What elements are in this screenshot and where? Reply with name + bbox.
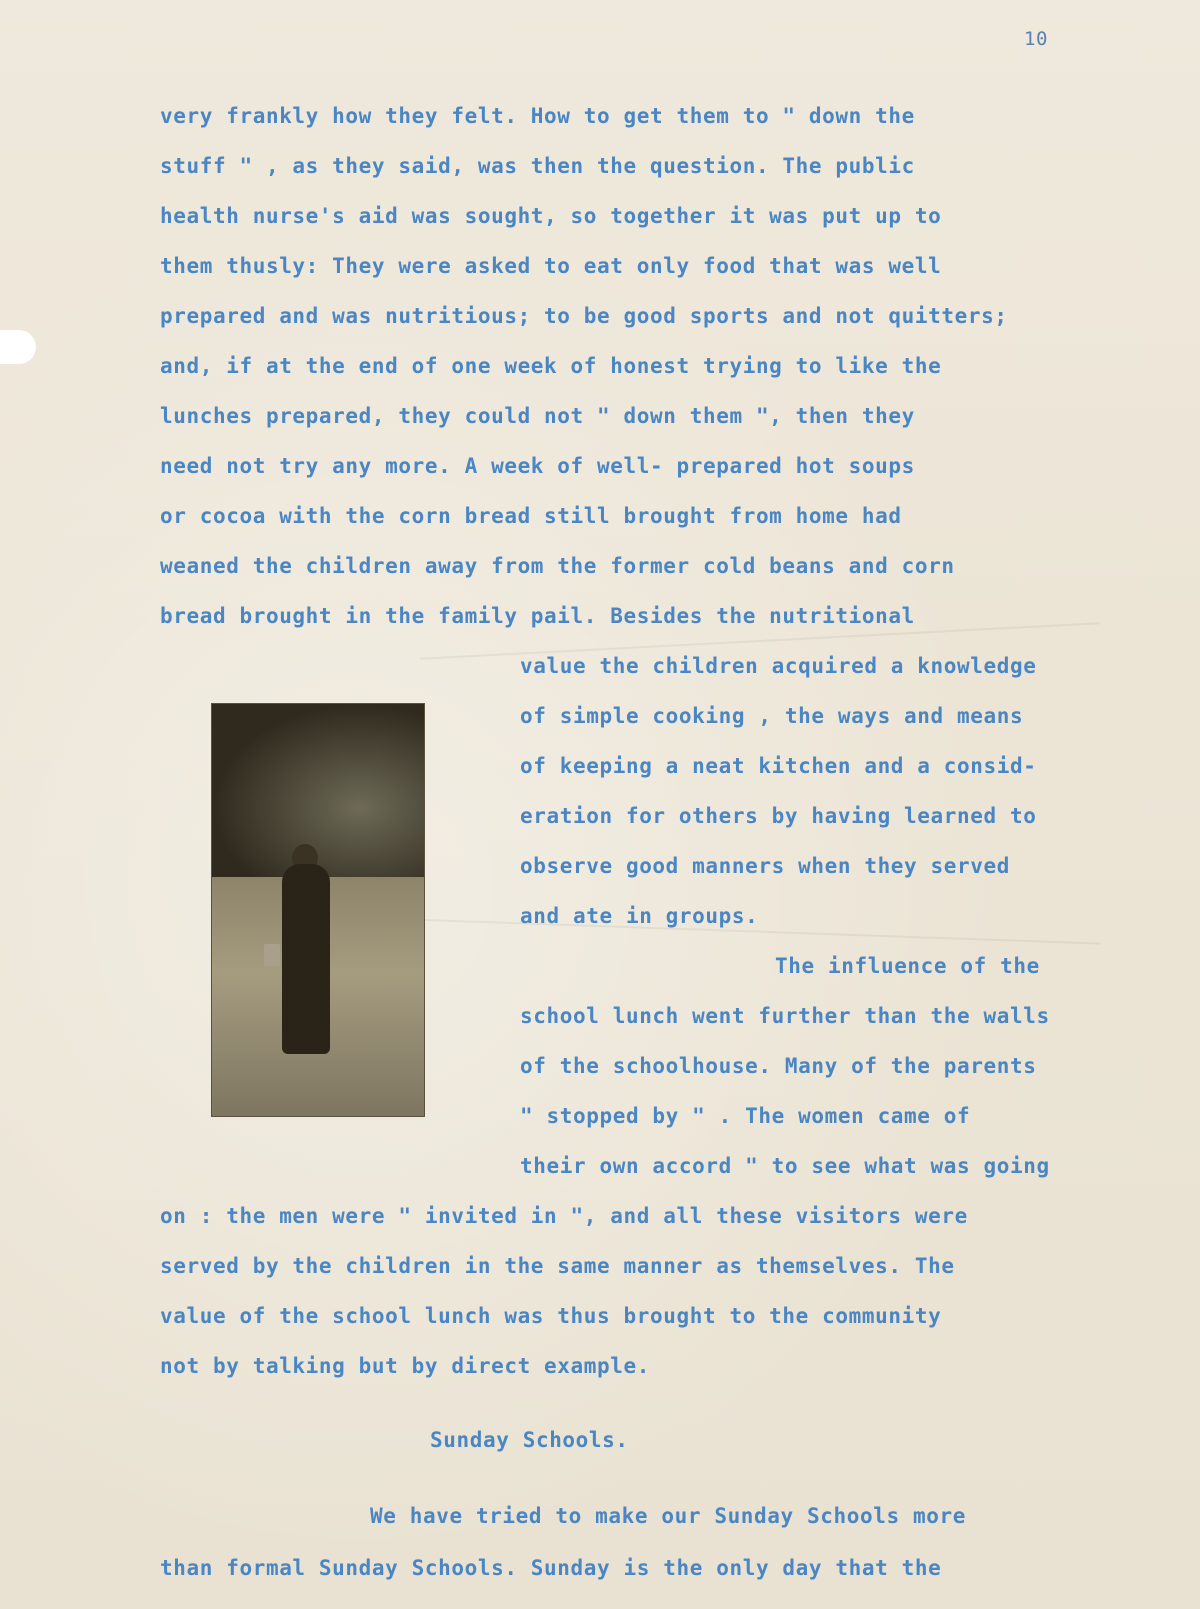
text-line: value the children acquired a knowledge	[520, 654, 1037, 678]
page-number: 10	[1024, 28, 1049, 50]
text-line: weaned the children away from the former cold beans and corn	[160, 554, 955, 578]
text-line: value of the school lunch was thus brought to the community	[160, 1304, 942, 1328]
text-line: lunches prepared, they could not " down them ", then they	[160, 404, 915, 428]
text-line: of the schoolhouse. Many of the parents	[520, 1054, 1037, 1078]
text-line: served by the children in the same manner as themselves. The	[160, 1254, 955, 1278]
text-line: health nurse's aid was sought, so together it was put up to	[160, 204, 942, 228]
lunch-pail	[264, 944, 280, 966]
text-line: need not try any more. A week of well- prepared hot soups	[160, 454, 915, 478]
photo-figure	[282, 864, 330, 1054]
photo-background-trees	[212, 704, 424, 877]
text-line: than formal Sunday Schools. Sunday is the only day that the	[160, 1556, 942, 1580]
text-line: and, if at the end of one week of honest trying to like the	[160, 354, 942, 378]
photograph	[212, 704, 424, 1116]
text-line: not by talking but by direct example.	[160, 1354, 650, 1378]
text-line: and ate in groups.	[520, 904, 759, 928]
text-line: We have tried to make our Sunday Schools more	[370, 1504, 966, 1528]
text-line: eration for others by having learned to	[520, 804, 1037, 828]
text-line: stuff " , as they said, was then the question. The public	[160, 154, 915, 178]
text-line: or cocoa with the corn bread still brought from home had	[160, 504, 902, 528]
text-line: bread brought in the family pail. Besides the nutritional	[160, 604, 915, 628]
text-line: of simple cooking , the ways and means	[520, 704, 1024, 728]
section-heading: Sunday Schools.	[430, 1428, 629, 1452]
text-line: observe good manners when they served	[520, 854, 1010, 878]
text-line: very frankly how they felt. How to get them to " down the	[160, 104, 915, 128]
text-line: their own accord " to see what was going	[520, 1154, 1050, 1178]
text-line: of keeping a neat kitchen and a consid-	[520, 754, 1037, 778]
text-line: prepared and was nutritious; to be good sports and not quitters;	[160, 304, 1008, 328]
text-line: them thusly: They were asked to eat only food that was well	[160, 254, 942, 278]
text-line: The influence of the	[775, 954, 1040, 978]
paper-tear	[0, 330, 36, 364]
text-line: school lunch went further than the walls	[520, 1004, 1050, 1028]
text-line: on : the men were " invited in ", and all these visitors were	[160, 1204, 968, 1228]
text-line: " stopped by " . The women came of	[520, 1104, 971, 1128]
